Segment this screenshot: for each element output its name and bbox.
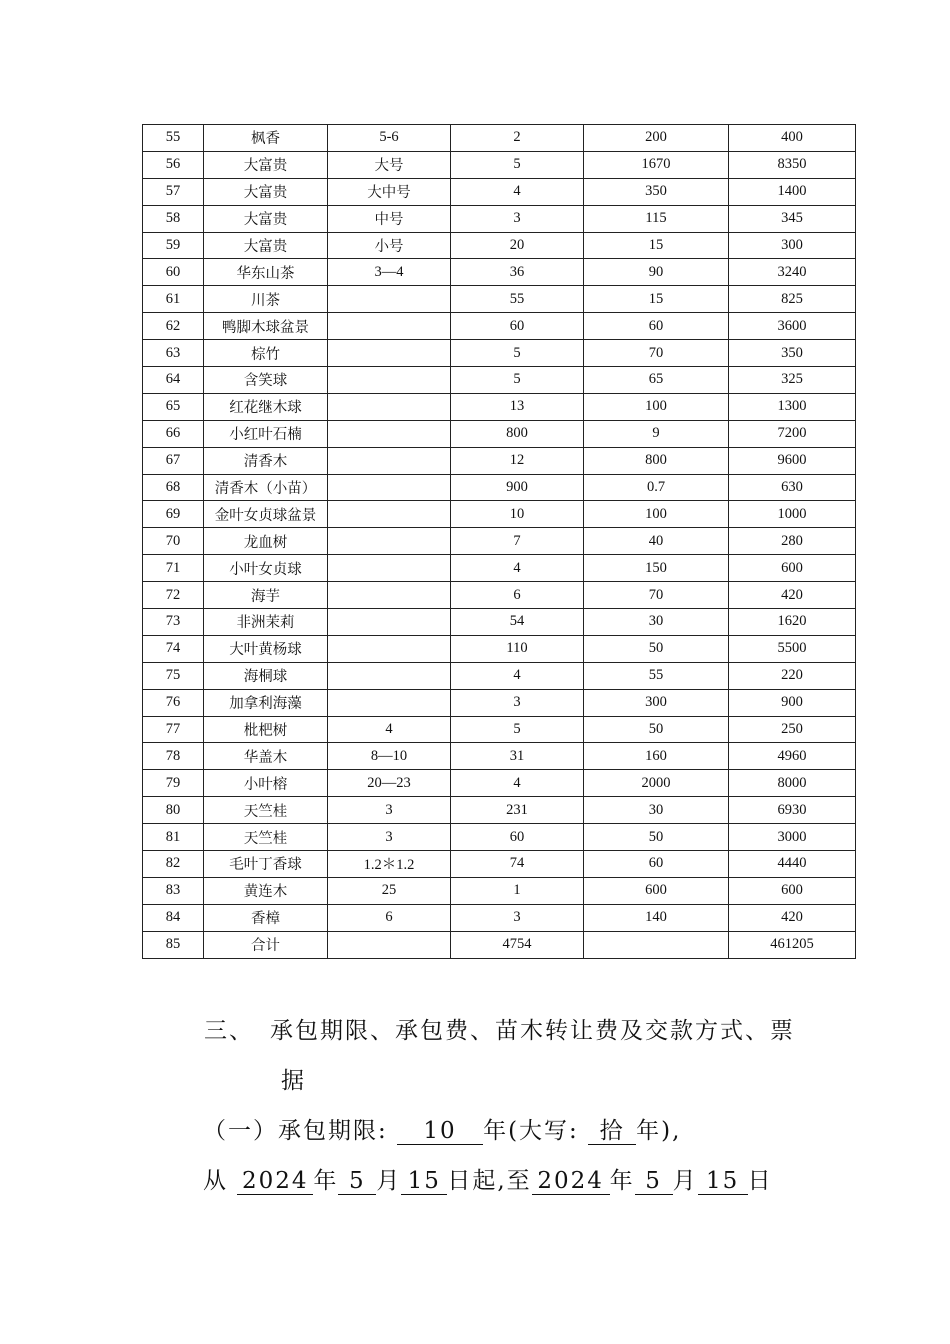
end-day-field: 15 <box>698 1169 748 1195</box>
plant-name-cell: 毛叶丁香球 <box>204 851 328 878</box>
amount-cell: 420 <box>729 582 856 609</box>
unit-price-cell: 60 <box>584 851 729 878</box>
unit-price-cell: 160 <box>584 743 729 770</box>
plant-name-cell: 大富贵 <box>204 232 328 259</box>
row-number-cell: 73 <box>143 609 204 636</box>
table-row <box>143 662 856 689</box>
row-number-cell: 65 <box>143 393 204 420</box>
row-number-cell: 57 <box>143 178 204 205</box>
row-number-cell: 61 <box>143 286 204 313</box>
amount-cell: 345 <box>729 205 856 232</box>
quantity-cell: 110 <box>451 635 584 662</box>
quantity-cell: 60 <box>451 313 584 340</box>
table-row <box>143 340 856 367</box>
plant-name-cell: 天竺桂 <box>204 797 328 824</box>
row-number-cell: 70 <box>143 528 204 555</box>
plant-name-cell: 大叶黄杨球 <box>204 635 328 662</box>
term-label: （一）承包期限: <box>203 1118 388 1144</box>
plant-name-cell: 枫香 <box>204 125 328 152</box>
term-dates-line <box>203 1162 773 1195</box>
row-number-cell: 62 <box>143 313 204 340</box>
table-row <box>143 125 856 152</box>
table-row <box>143 635 856 662</box>
plant-name-cell: 华盖木 <box>204 743 328 770</box>
quantity-cell: 55 <box>451 286 584 313</box>
unit-price-cell: 70 <box>584 340 729 367</box>
spec-cell <box>328 662 451 689</box>
unit-price-cell: 65 <box>584 367 729 394</box>
row-number-cell: 75 <box>143 662 204 689</box>
table-row <box>143 205 856 232</box>
spec-cell: 3 <box>328 824 451 851</box>
spec-cell <box>328 313 451 340</box>
row-number-cell: 80 <box>143 797 204 824</box>
amount-cell: 600 <box>729 877 856 904</box>
amount-cell: 825 <box>729 286 856 313</box>
spec-cell <box>328 609 451 636</box>
quantity-cell: 7 <box>451 528 584 555</box>
table-row <box>143 555 856 582</box>
table-row <box>143 420 856 447</box>
amount-cell: 3600 <box>729 313 856 340</box>
amount-cell: 461205 <box>729 931 856 958</box>
quantity-cell: 10 <box>451 501 584 528</box>
table-row <box>143 824 856 851</box>
spec-cell <box>328 367 451 394</box>
row-number-cell: 72 <box>143 582 204 609</box>
plant-name-cell: 龙血树 <box>204 528 328 555</box>
unit-price-cell: 150 <box>584 555 729 582</box>
amount-cell: 8000 <box>729 770 856 797</box>
unit-price-cell: 15 <box>584 286 729 313</box>
spec-cell <box>328 501 451 528</box>
quantity-cell: 4754 <box>451 931 584 958</box>
spec-cell: 大号 <box>328 151 451 178</box>
plant-name-cell: 金叶女贞球盆景 <box>204 501 328 528</box>
plant-name-cell: 棕竹 <box>204 340 328 367</box>
spec-cell <box>328 528 451 555</box>
quantity-cell: 4 <box>451 178 584 205</box>
unit-price-cell: 300 <box>584 689 729 716</box>
spec-cell: 大中号 <box>328 178 451 205</box>
row-number-cell: 84 <box>143 904 204 931</box>
row-number-cell: 63 <box>143 340 204 367</box>
month-label: 月 <box>376 1168 402 1194</box>
table-row <box>143 931 856 958</box>
quantity-cell: 36 <box>451 259 584 286</box>
plant-name-cell: 海桐球 <box>204 662 328 689</box>
year-label: 年 <box>313 1168 339 1194</box>
spec-cell <box>328 474 451 501</box>
amount-cell: 4960 <box>729 743 856 770</box>
amount-cell: 280 <box>729 528 856 555</box>
day-label: 日 <box>747 1168 773 1194</box>
spec-cell: 4 <box>328 716 451 743</box>
amount-cell: 8350 <box>729 151 856 178</box>
spec-cell <box>328 931 451 958</box>
amount-cell: 250 <box>729 716 856 743</box>
spec-cell: 25 <box>328 877 451 904</box>
unit-price-cell: 2000 <box>584 770 729 797</box>
section-3-heading-continued <box>281 1062 306 1095</box>
table-row <box>143 178 856 205</box>
quantity-cell: 4 <box>451 555 584 582</box>
table-row <box>143 393 856 420</box>
unit-price-cell: 50 <box>584 716 729 743</box>
table-row <box>143 367 856 394</box>
plant-name-cell: 清香木 <box>204 447 328 474</box>
table-row <box>143 689 856 716</box>
table-row <box>143 151 856 178</box>
spec-cell <box>328 447 451 474</box>
amount-cell: 220 <box>729 662 856 689</box>
year-label: 年 <box>609 1168 635 1194</box>
row-number-cell: 77 <box>143 716 204 743</box>
quantity-cell: 2 <box>451 125 584 152</box>
term-years-field: 10 <box>397 1119 483 1145</box>
row-number-cell: 85 <box>143 931 204 958</box>
spec-cell <box>328 393 451 420</box>
quantity-cell: 3 <box>451 205 584 232</box>
table-row <box>143 582 856 609</box>
plant-name-cell: 枇杷树 <box>204 716 328 743</box>
row-number-cell: 55 <box>143 125 204 152</box>
unit-price-cell: 0.7 <box>584 474 729 501</box>
quantity-cell: 6 <box>451 582 584 609</box>
quantity-cell: 5 <box>451 151 584 178</box>
table-body <box>143 125 856 959</box>
plant-name-cell: 清香木（小苗） <box>204 474 328 501</box>
quantity-cell: 12 <box>451 447 584 474</box>
end-year-field: 2024 <box>532 1169 610 1195</box>
plant-name-cell: 红花继木球 <box>204 393 328 420</box>
plant-name-cell: 小叶榕 <box>204 770 328 797</box>
quantity-cell: 231 <box>451 797 584 824</box>
plant-name-cell: 小红叶石楠 <box>204 420 328 447</box>
amount-cell: 1400 <box>729 178 856 205</box>
unit-price-cell: 15 <box>584 232 729 259</box>
row-number-cell: 60 <box>143 259 204 286</box>
row-number-cell: 66 <box>143 420 204 447</box>
end-month-field: 5 <box>635 1169 673 1195</box>
plant-name-cell: 香樟 <box>204 904 328 931</box>
unit-price-cell: 600 <box>584 877 729 904</box>
unit-price-cell: 60 <box>584 313 729 340</box>
row-number-cell: 79 <box>143 770 204 797</box>
spec-cell: 5-6 <box>328 125 451 152</box>
plant-name-cell: 大富贵 <box>204 178 328 205</box>
start-year-field: 2024 <box>237 1169 313 1195</box>
term-line <box>203 1112 681 1145</box>
spec-cell: 20—23 <box>328 770 451 797</box>
unit-price-cell: 50 <box>584 635 729 662</box>
row-number-cell: 68 <box>143 474 204 501</box>
row-number-cell: 64 <box>143 367 204 394</box>
term-suffix: 年), <box>636 1118 682 1144</box>
plant-name-cell: 大富贵 <box>204 151 328 178</box>
row-number-cell: 69 <box>143 501 204 528</box>
spec-cell <box>328 555 451 582</box>
plant-name-cell: 非洲茉莉 <box>204 609 328 636</box>
amount-cell: 6930 <box>729 797 856 824</box>
plant-name-cell: 大富贵 <box>204 205 328 232</box>
table-row <box>143 743 856 770</box>
table-row <box>143 716 856 743</box>
spec-cell: 1.2＊1.2 <box>328 851 451 878</box>
table-row <box>143 259 856 286</box>
row-number-cell: 76 <box>143 689 204 716</box>
unit-price-cell: 30 <box>584 609 729 636</box>
table-row <box>143 286 856 313</box>
amount-cell: 9600 <box>729 447 856 474</box>
unit-price-cell: 800 <box>584 447 729 474</box>
unit-price-cell: 350 <box>584 178 729 205</box>
amount-cell: 325 <box>729 367 856 394</box>
unit-price-cell: 100 <box>584 501 729 528</box>
section-3-heading <box>204 1012 795 1045</box>
unit-price-cell: 200 <box>584 125 729 152</box>
quantity-cell: 900 <box>451 474 584 501</box>
row-number-cell: 81 <box>143 824 204 851</box>
table-row <box>143 770 856 797</box>
spec-cell <box>328 635 451 662</box>
spec-cell: 8—10 <box>328 743 451 770</box>
row-number-cell: 71 <box>143 555 204 582</box>
table-row <box>143 609 856 636</box>
spec-cell <box>328 340 451 367</box>
row-number-cell: 82 <box>143 851 204 878</box>
quantity-cell: 60 <box>451 824 584 851</box>
plant-price-table <box>142 124 856 959</box>
amount-cell: 7200 <box>729 420 856 447</box>
quantity-cell: 800 <box>451 420 584 447</box>
table-row <box>143 232 856 259</box>
amount-cell: 5500 <box>729 635 856 662</box>
spec-cell <box>328 582 451 609</box>
quantity-cell: 4 <box>451 662 584 689</box>
amount-cell: 3000 <box>729 824 856 851</box>
table-row <box>143 501 856 528</box>
quantity-cell: 5 <box>451 340 584 367</box>
table-row <box>143 474 856 501</box>
amount-cell: 1000 <box>729 501 856 528</box>
plant-name-cell: 小叶女贞球 <box>204 555 328 582</box>
plant-name-cell: 华东山茶 <box>204 259 328 286</box>
unit-price-cell: 50 <box>584 824 729 851</box>
spec-cell: 中号 <box>328 205 451 232</box>
plant-name-cell: 含笑球 <box>204 367 328 394</box>
plant-name-cell: 合计 <box>204 931 328 958</box>
unit-price-cell: 115 <box>584 205 729 232</box>
quantity-cell: 31 <box>451 743 584 770</box>
start-month-field: 5 <box>338 1169 376 1195</box>
quantity-cell: 54 <box>451 609 584 636</box>
month-label: 月 <box>672 1168 698 1194</box>
amount-cell: 300 <box>729 232 856 259</box>
spec-cell <box>328 689 451 716</box>
table-row <box>143 851 856 878</box>
amount-cell: 3240 <box>729 259 856 286</box>
section-title-continued: 据 <box>281 1068 306 1094</box>
row-number-cell: 74 <box>143 635 204 662</box>
plant-name-cell: 海芋 <box>204 582 328 609</box>
start-to-label: 日起,至 <box>447 1168 532 1194</box>
section-title: 承包期限、承包费、苗木转让费及交款方式、票 <box>270 1018 795 1044</box>
row-number-cell: 67 <box>143 447 204 474</box>
section-number: 三、 <box>204 1018 254 1044</box>
amount-cell: 630 <box>729 474 856 501</box>
unit-price-cell: 55 <box>584 662 729 689</box>
unit-price-cell: 70 <box>584 582 729 609</box>
quantity-cell: 5 <box>451 716 584 743</box>
table-row <box>143 797 856 824</box>
unit-price-cell: 140 <box>584 904 729 931</box>
table-row <box>143 904 856 931</box>
plant-name-cell: 鸭脚木球盆景 <box>204 313 328 340</box>
quantity-cell: 20 <box>451 232 584 259</box>
unit-price-cell: 100 <box>584 393 729 420</box>
amount-cell: 400 <box>729 125 856 152</box>
spec-cell: 小号 <box>328 232 451 259</box>
quantity-cell: 4 <box>451 770 584 797</box>
row-number-cell: 78 <box>143 743 204 770</box>
table-row <box>143 877 856 904</box>
plant-name-cell: 加拿利海藻 <box>204 689 328 716</box>
amount-cell: 4440 <box>729 851 856 878</box>
term-capital-label: 年(大写: <box>483 1118 579 1144</box>
amount-cell: 1620 <box>729 609 856 636</box>
unit-price-cell <box>584 931 729 958</box>
table-row <box>143 528 856 555</box>
quantity-cell: 74 <box>451 851 584 878</box>
row-number-cell: 83 <box>143 877 204 904</box>
row-number-cell: 59 <box>143 232 204 259</box>
term-years-capital-field: 拾 <box>588 1119 636 1145</box>
quantity-cell: 3 <box>451 904 584 931</box>
quantity-cell: 1 <box>451 877 584 904</box>
plant-name-cell: 黄连木 <box>204 877 328 904</box>
quantity-cell: 13 <box>451 393 584 420</box>
amount-cell: 420 <box>729 904 856 931</box>
table-row <box>143 447 856 474</box>
table-row <box>143 313 856 340</box>
spec-cell <box>328 420 451 447</box>
amount-cell: 900 <box>729 689 856 716</box>
unit-price-cell: 90 <box>584 259 729 286</box>
row-number-cell: 58 <box>143 205 204 232</box>
amount-cell: 350 <box>729 340 856 367</box>
amount-cell: 1300 <box>729 393 856 420</box>
spec-cell: 6 <box>328 904 451 931</box>
unit-price-cell: 30 <box>584 797 729 824</box>
plant-name-cell: 天竺桂 <box>204 824 328 851</box>
plant-name-cell: 川茶 <box>204 286 328 313</box>
quantity-cell: 3 <box>451 689 584 716</box>
row-number-cell: 56 <box>143 151 204 178</box>
unit-price-cell: 1670 <box>584 151 729 178</box>
unit-price-cell: 40 <box>584 528 729 555</box>
amount-cell: 600 <box>729 555 856 582</box>
spec-cell: 3—4 <box>328 259 451 286</box>
spec-cell <box>328 286 451 313</box>
unit-price-cell: 9 <box>584 420 729 447</box>
start-day-field: 15 <box>401 1169 447 1195</box>
spec-cell: 3 <box>328 797 451 824</box>
quantity-cell: 5 <box>451 367 584 394</box>
from-label: 从 <box>203 1168 228 1194</box>
